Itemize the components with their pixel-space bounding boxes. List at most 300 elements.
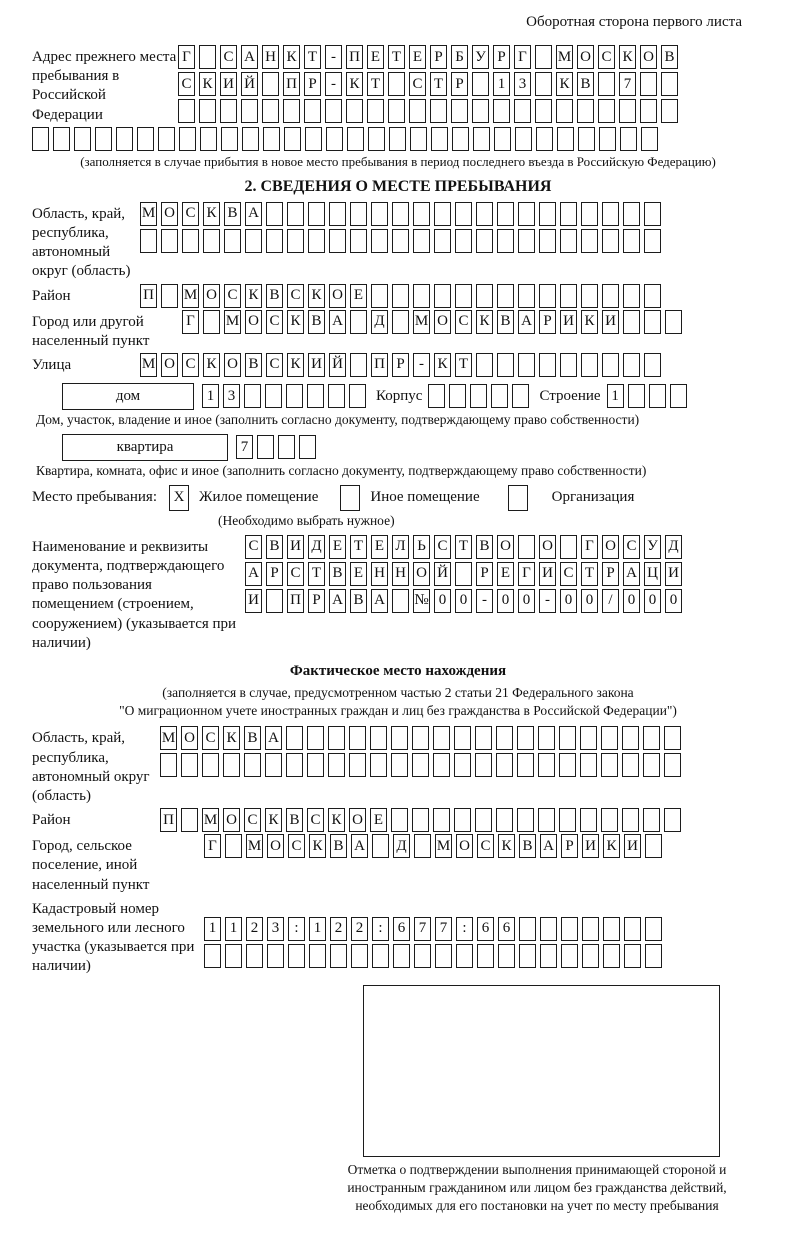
char-cell[interactable]: А — [518, 310, 535, 334]
char-cell[interactable] — [581, 353, 598, 377]
char-cell[interactable]: Ц — [644, 562, 661, 586]
char-cell[interactable]: Н — [371, 562, 388, 586]
char-cell[interactable] — [661, 99, 678, 123]
char-cell[interactable]: И — [624, 834, 641, 858]
char-cell[interactable] — [559, 753, 576, 777]
char-cell[interactable] — [580, 753, 597, 777]
char-cell[interactable] — [388, 99, 405, 123]
char-cell[interactable]: С — [220, 45, 237, 69]
char-cell[interactable]: 1 — [493, 72, 510, 96]
char-cell[interactable]: И — [308, 353, 325, 377]
char-cell[interactable] — [498, 944, 515, 968]
char-cell[interactable]: 3 — [223, 384, 240, 408]
char-cell[interactable] — [267, 944, 284, 968]
char-cell[interactable]: В — [329, 562, 346, 586]
char-cell[interactable] — [245, 229, 262, 253]
char-cell[interactable] — [582, 944, 599, 968]
char-cell[interactable]: О — [640, 45, 657, 69]
char-cell[interactable]: Б — [451, 45, 468, 69]
char-cell[interactable]: О — [497, 535, 514, 559]
char-cell[interactable] — [225, 834, 242, 858]
char-cell[interactable]: Е — [370, 808, 387, 832]
char-cell[interactable] — [391, 753, 408, 777]
char-cell[interactable] — [434, 202, 451, 226]
char-cell[interactable]: С — [434, 535, 451, 559]
char-cell[interactable]: Р — [392, 353, 409, 377]
char-cell[interactable] — [221, 127, 238, 151]
char-cell[interactable] — [602, 353, 619, 377]
char-cell[interactable]: В — [244, 726, 261, 750]
char-cell[interactable]: 3 — [267, 917, 284, 941]
char-cell[interactable] — [581, 202, 598, 226]
char-cell[interactable] — [414, 944, 431, 968]
char-cell[interactable] — [178, 99, 195, 123]
char-cell[interactable]: О — [329, 284, 346, 308]
char-cell[interactable]: О — [267, 834, 284, 858]
char-cell[interactable]: К — [265, 808, 282, 832]
char-cell[interactable]: Р — [493, 45, 510, 69]
checkbox-zhiloe[interactable]: X — [169, 485, 189, 511]
char-cell[interactable] — [204, 944, 221, 968]
char-cell[interactable] — [435, 944, 452, 968]
char-cell[interactable] — [392, 284, 409, 308]
char-cell[interactable] — [95, 127, 112, 151]
char-cell[interactable] — [581, 284, 598, 308]
char-cell[interactable] — [539, 353, 556, 377]
char-cell[interactable] — [328, 726, 345, 750]
char-cell[interactable]: 3 — [514, 72, 531, 96]
char-cell[interactable]: М — [182, 284, 199, 308]
char-cell[interactable]: К — [308, 284, 325, 308]
kvartira-box[interactable]: квартира — [62, 434, 228, 461]
char-cell[interactable] — [350, 310, 367, 334]
char-cell[interactable] — [283, 99, 300, 123]
char-cell[interactable] — [449, 384, 466, 408]
char-cell[interactable] — [454, 753, 471, 777]
char-cell[interactable] — [349, 384, 366, 408]
char-cell[interactable] — [32, 127, 49, 151]
char-cell[interactable] — [664, 753, 681, 777]
char-cell[interactable]: К — [434, 353, 451, 377]
char-cell[interactable] — [624, 944, 641, 968]
char-cell[interactable]: И — [582, 834, 599, 858]
char-cell[interactable] — [372, 944, 389, 968]
char-cell[interactable] — [266, 589, 283, 613]
char-cell[interactable] — [602, 229, 619, 253]
char-cell[interactable] — [494, 127, 511, 151]
char-cell[interactable] — [262, 72, 279, 96]
char-cell[interactable]: К — [203, 202, 220, 226]
char-cell[interactable]: 1 — [309, 917, 326, 941]
char-cell[interactable]: И — [287, 535, 304, 559]
char-cell[interactable] — [286, 753, 303, 777]
char-cell[interactable] — [623, 284, 640, 308]
char-cell[interactable]: Е — [371, 535, 388, 559]
char-cell[interactable]: В — [497, 310, 514, 334]
char-cell[interactable] — [601, 753, 618, 777]
char-cell[interactable] — [561, 944, 578, 968]
char-cell[interactable] — [664, 726, 681, 750]
char-cell[interactable] — [265, 384, 282, 408]
dom-box[interactable]: дом — [62, 383, 194, 410]
char-cell[interactable] — [329, 202, 346, 226]
char-cell[interactable] — [389, 127, 406, 151]
char-cell[interactable]: А — [329, 589, 346, 613]
char-cell[interactable]: М — [435, 834, 452, 858]
char-cell[interactable] — [202, 753, 219, 777]
char-cell[interactable]: К — [619, 45, 636, 69]
char-cell[interactable]: М — [202, 808, 219, 832]
char-cell[interactable]: М — [140, 202, 157, 226]
char-cell[interactable]: Й — [241, 72, 258, 96]
char-cell[interactable]: В — [245, 353, 262, 377]
char-cell[interactable] — [203, 229, 220, 253]
char-cell[interactable] — [581, 229, 598, 253]
char-cell[interactable] — [518, 284, 535, 308]
char-cell[interactable]: Т — [367, 72, 384, 96]
char-cell[interactable]: 0 — [560, 589, 577, 613]
char-cell[interactable] — [496, 808, 513, 832]
char-cell[interactable] — [476, 353, 493, 377]
char-cell[interactable] — [74, 127, 91, 151]
char-cell[interactable]: А — [329, 310, 346, 334]
char-cell[interactable] — [428, 384, 445, 408]
char-cell[interactable] — [644, 353, 661, 377]
char-cell[interactable] — [470, 384, 487, 408]
char-cell[interactable] — [560, 202, 577, 226]
char-cell[interactable]: - — [413, 353, 430, 377]
char-cell[interactable]: Т — [455, 535, 472, 559]
char-cell[interactable] — [493, 99, 510, 123]
char-cell[interactable]: М — [224, 310, 241, 334]
char-cell[interactable] — [265, 753, 282, 777]
char-cell[interactable] — [367, 99, 384, 123]
char-cell[interactable]: С — [560, 562, 577, 586]
char-cell[interactable] — [433, 753, 450, 777]
char-cell[interactable] — [224, 229, 241, 253]
char-cell[interactable] — [519, 944, 536, 968]
char-cell[interactable] — [181, 753, 198, 777]
char-cell[interactable] — [182, 229, 199, 253]
char-cell[interactable] — [540, 917, 557, 941]
char-cell[interactable]: П — [283, 72, 300, 96]
char-cell[interactable] — [160, 753, 177, 777]
char-cell[interactable] — [454, 726, 471, 750]
char-cell[interactable]: С — [477, 834, 494, 858]
char-cell[interactable]: Л — [392, 535, 409, 559]
char-cell[interactable] — [326, 127, 343, 151]
char-cell[interactable] — [645, 917, 662, 941]
char-cell[interactable] — [518, 535, 535, 559]
char-cell[interactable]: О — [161, 202, 178, 226]
char-cell[interactable] — [372, 834, 389, 858]
char-cell[interactable]: Т — [455, 353, 472, 377]
char-cell[interactable]: Р — [602, 562, 619, 586]
char-cell[interactable]: А — [371, 589, 388, 613]
char-cell[interactable] — [456, 944, 473, 968]
char-cell[interactable] — [518, 353, 535, 377]
char-cell[interactable] — [413, 284, 430, 308]
char-cell[interactable] — [623, 353, 640, 377]
char-cell[interactable] — [451, 99, 468, 123]
char-cell[interactable] — [368, 127, 385, 151]
char-cell[interactable]: С — [307, 808, 324, 832]
char-cell[interactable]: Й — [434, 562, 451, 586]
char-cell[interactable] — [330, 944, 347, 968]
char-cell[interactable]: О — [224, 353, 241, 377]
char-cell[interactable]: И — [602, 310, 619, 334]
char-cell[interactable] — [392, 589, 409, 613]
char-cell[interactable]: Г — [182, 310, 199, 334]
char-cell[interactable]: К — [476, 310, 493, 334]
char-cell[interactable] — [412, 808, 429, 832]
char-cell[interactable] — [517, 726, 534, 750]
char-cell[interactable] — [430, 99, 447, 123]
char-cell[interactable]: О — [223, 808, 240, 832]
char-cell[interactable]: Н — [262, 45, 279, 69]
char-cell[interactable]: А — [241, 45, 258, 69]
char-cell[interactable] — [244, 753, 261, 777]
char-cell[interactable] — [328, 384, 345, 408]
char-cell[interactable] — [645, 944, 662, 968]
char-cell[interactable] — [199, 45, 216, 69]
char-cell[interactable] — [287, 202, 304, 226]
char-cell[interactable]: 1 — [225, 917, 242, 941]
char-cell[interactable] — [455, 562, 472, 586]
char-cell[interactable] — [582, 917, 599, 941]
char-cell[interactable] — [623, 229, 640, 253]
char-cell[interactable] — [225, 944, 242, 968]
char-cell[interactable] — [307, 753, 324, 777]
char-cell[interactable] — [665, 310, 682, 334]
char-cell[interactable] — [304, 99, 321, 123]
char-cell[interactable] — [391, 808, 408, 832]
char-cell[interactable] — [266, 229, 283, 253]
char-cell[interactable]: С — [623, 535, 640, 559]
char-cell[interactable] — [624, 917, 641, 941]
char-cell[interactable] — [497, 284, 514, 308]
char-cell[interactable] — [286, 384, 303, 408]
char-cell[interactable] — [577, 99, 594, 123]
char-cell[interactable]: 6 — [498, 917, 515, 941]
char-cell[interactable]: 0 — [518, 589, 535, 613]
char-cell[interactable]: П — [346, 45, 363, 69]
char-cell[interactable] — [350, 229, 367, 253]
char-cell[interactable]: В — [286, 808, 303, 832]
char-cell[interactable] — [640, 72, 657, 96]
char-cell[interactable]: Г — [581, 535, 598, 559]
char-cell[interactable] — [622, 726, 639, 750]
char-cell[interactable]: И — [245, 589, 262, 613]
char-cell[interactable] — [602, 202, 619, 226]
char-cell[interactable] — [603, 917, 620, 941]
char-cell[interactable] — [623, 310, 640, 334]
char-cell[interactable] — [434, 284, 451, 308]
char-cell[interactable] — [497, 353, 514, 377]
char-cell[interactable]: : — [288, 917, 305, 941]
char-cell[interactable] — [412, 753, 429, 777]
char-cell[interactable]: С — [202, 726, 219, 750]
char-cell[interactable]: С — [288, 834, 305, 858]
char-cell[interactable] — [307, 384, 324, 408]
char-cell[interactable] — [371, 284, 388, 308]
char-cell[interactable] — [392, 202, 409, 226]
char-cell[interactable] — [308, 202, 325, 226]
char-cell[interactable] — [599, 127, 616, 151]
char-cell[interactable]: С — [182, 353, 199, 377]
char-cell[interactable]: В — [476, 535, 493, 559]
char-cell[interactable]: Т — [388, 45, 405, 69]
char-cell[interactable] — [161, 284, 178, 308]
char-cell[interactable] — [350, 353, 367, 377]
char-cell[interactable]: - — [325, 72, 342, 96]
char-cell[interactable]: Г — [514, 45, 531, 69]
char-cell[interactable]: Д — [393, 834, 410, 858]
char-cell[interactable]: С — [455, 310, 472, 334]
char-cell[interactable] — [517, 753, 534, 777]
char-cell[interactable] — [346, 99, 363, 123]
char-cell[interactable]: М — [160, 726, 177, 750]
char-cell[interactable] — [538, 726, 555, 750]
char-cell[interactable] — [517, 808, 534, 832]
char-cell[interactable] — [623, 202, 640, 226]
char-cell[interactable] — [349, 726, 366, 750]
char-cell[interactable] — [477, 944, 494, 968]
char-cell[interactable]: Т — [308, 562, 325, 586]
char-cell[interactable] — [557, 127, 574, 151]
char-cell[interactable] — [349, 753, 366, 777]
char-cell[interactable]: Р — [308, 589, 325, 613]
char-cell[interactable] — [431, 127, 448, 151]
char-cell[interactable]: А — [245, 562, 262, 586]
char-cell[interactable]: 1 — [607, 384, 624, 408]
char-cell[interactable]: 0 — [434, 589, 451, 613]
char-cell[interactable] — [284, 127, 301, 151]
char-cell[interactable] — [455, 202, 472, 226]
char-cell[interactable]: Е — [329, 535, 346, 559]
char-cell[interactable] — [643, 808, 660, 832]
char-cell[interactable]: 7 — [435, 917, 452, 941]
char-cell[interactable] — [514, 99, 531, 123]
char-cell[interactable]: В — [519, 834, 536, 858]
char-cell[interactable]: С — [409, 72, 426, 96]
char-cell[interactable] — [288, 944, 305, 968]
char-cell[interactable] — [433, 726, 450, 750]
char-cell[interactable] — [286, 726, 303, 750]
char-cell[interactable] — [308, 229, 325, 253]
char-cell[interactable] — [560, 284, 577, 308]
char-cell[interactable] — [580, 726, 597, 750]
char-cell[interactable]: В — [350, 589, 367, 613]
char-cell[interactable] — [512, 384, 529, 408]
char-cell[interactable] — [539, 229, 556, 253]
char-cell[interactable] — [434, 229, 451, 253]
char-cell[interactable] — [601, 808, 618, 832]
char-cell[interactable]: В — [330, 834, 347, 858]
char-cell[interactable]: / — [602, 589, 619, 613]
char-cell[interactable] — [370, 753, 387, 777]
char-cell[interactable]: П — [140, 284, 157, 308]
char-cell[interactable] — [137, 127, 154, 151]
char-cell[interactable]: В — [661, 45, 678, 69]
char-cell[interactable]: Р — [561, 834, 578, 858]
char-cell[interactable]: Т — [350, 535, 367, 559]
char-cell[interactable]: А — [623, 562, 640, 586]
char-cell[interactable] — [242, 127, 259, 151]
char-cell[interactable]: 7 — [236, 435, 253, 459]
char-cell[interactable] — [559, 726, 576, 750]
char-cell[interactable]: К — [245, 284, 262, 308]
char-cell[interactable]: С — [178, 72, 195, 96]
char-cell[interactable]: И — [560, 310, 577, 334]
char-cell[interactable]: Р — [430, 45, 447, 69]
char-cell[interactable]: 7 — [619, 72, 636, 96]
char-cell[interactable]: Д — [371, 310, 388, 334]
char-cell[interactable] — [305, 127, 322, 151]
char-cell[interactable] — [536, 127, 553, 151]
char-cell[interactable]: С — [266, 310, 283, 334]
char-cell[interactable] — [518, 229, 535, 253]
char-cell[interactable]: 7 — [414, 917, 431, 941]
char-cell[interactable] — [455, 284, 472, 308]
char-cell[interactable]: М — [246, 834, 263, 858]
char-cell[interactable] — [161, 229, 178, 253]
char-cell[interactable] — [199, 99, 216, 123]
char-cell[interactable] — [412, 726, 429, 750]
char-cell[interactable] — [287, 229, 304, 253]
char-cell[interactable]: 6 — [477, 917, 494, 941]
char-cell[interactable] — [560, 353, 577, 377]
char-cell[interactable]: О — [434, 310, 451, 334]
char-cell[interactable]: Р — [266, 562, 283, 586]
char-cell[interactable] — [664, 808, 681, 832]
char-cell[interactable] — [473, 127, 490, 151]
char-cell[interactable] — [622, 753, 639, 777]
checkbox-inoe[interactable] — [340, 485, 360, 511]
char-cell[interactable] — [619, 99, 636, 123]
char-cell[interactable]: Р — [539, 310, 556, 334]
char-cell[interactable] — [393, 944, 410, 968]
char-cell[interactable] — [414, 834, 431, 858]
char-cell[interactable] — [475, 753, 492, 777]
char-cell[interactable]: 0 — [623, 589, 640, 613]
char-cell[interactable] — [475, 726, 492, 750]
char-cell[interactable] — [413, 202, 430, 226]
char-cell[interactable]: - — [476, 589, 493, 613]
char-cell[interactable] — [220, 99, 237, 123]
char-cell[interactable] — [559, 808, 576, 832]
char-cell[interactable]: О — [602, 535, 619, 559]
char-cell[interactable]: К — [581, 310, 598, 334]
char-cell[interactable]: Г — [178, 45, 195, 69]
char-cell[interactable] — [388, 72, 405, 96]
char-cell[interactable]: О — [181, 726, 198, 750]
char-cell[interactable]: Р — [476, 562, 493, 586]
char-cell[interactable]: А — [265, 726, 282, 750]
char-cell[interactable] — [661, 72, 678, 96]
char-cell[interactable]: К — [309, 834, 326, 858]
char-cell[interactable]: И — [220, 72, 237, 96]
char-cell[interactable]: Е — [409, 45, 426, 69]
char-cell[interactable] — [455, 229, 472, 253]
char-cell[interactable] — [257, 435, 274, 459]
char-cell[interactable] — [643, 753, 660, 777]
char-cell[interactable] — [497, 202, 514, 226]
char-cell[interactable]: В — [266, 535, 283, 559]
char-cell[interactable] — [603, 944, 620, 968]
char-cell[interactable] — [246, 944, 263, 968]
char-cell[interactable]: О — [161, 353, 178, 377]
